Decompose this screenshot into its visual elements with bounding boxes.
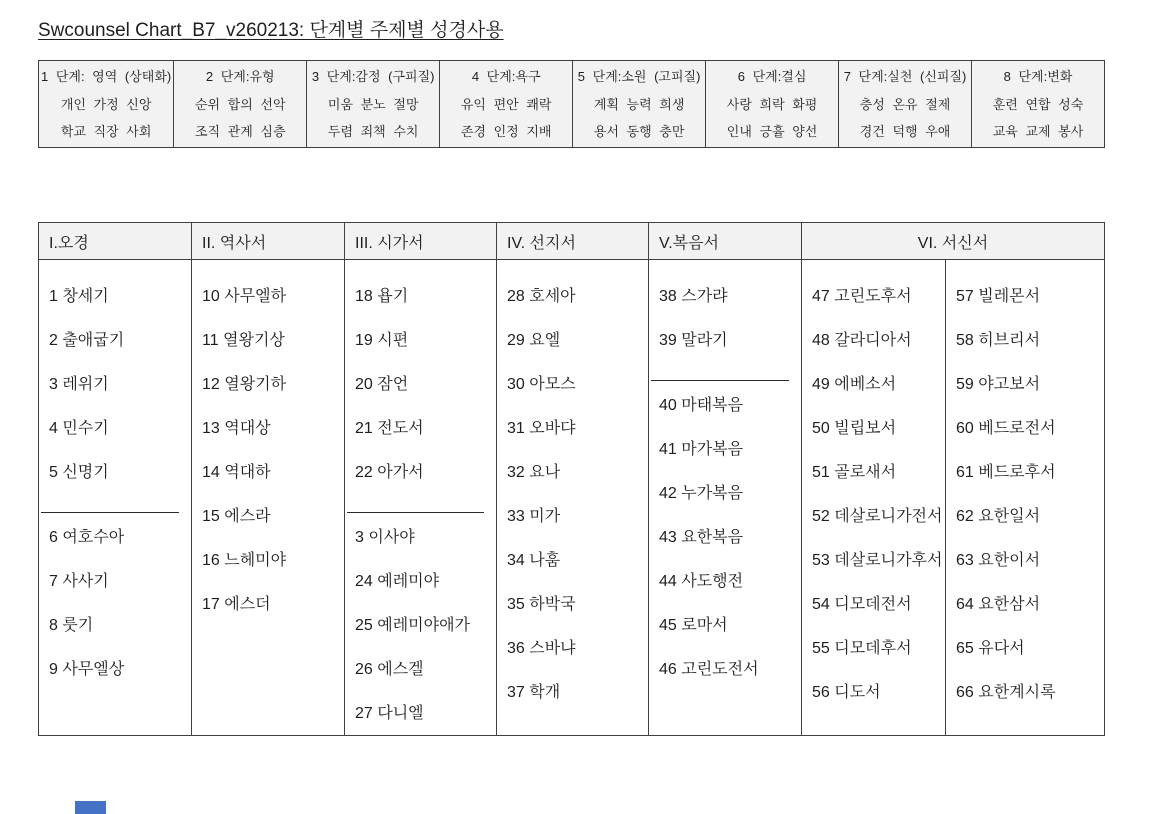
stage-5-keywords-row1: 계획 능력 희생: [593, 96, 685, 112]
books-header-gospels: V.복음서: [648, 223, 801, 259]
book-item: 36 스바냐: [507, 639, 576, 657]
books-header-poetry: III. 시가서: [344, 223, 496, 259]
book-item: 25 예레미야애가: [355, 616, 470, 634]
section-divider-line: [651, 360, 789, 381]
stage-7-keywords-row1: 충성 온유 절제: [859, 96, 951, 112]
book-item: 7 사사기: [49, 572, 109, 590]
stage-1-keywords-row1: 개인 가정 신앙: [60, 96, 152, 112]
book-item: 38 스가랴: [659, 287, 728, 305]
book-item: 52 데살로니가전서: [812, 507, 943, 525]
page-title: Swcounsel Chart_B7_v260213: 단계별 주제별 성경사용: [38, 20, 504, 41]
book-item: 15 에스라: [202, 507, 271, 525]
book-item: 43 요한복음: [659, 528, 744, 546]
book-item: 63 요한이서: [956, 551, 1041, 569]
stage-cell-4: [439, 61, 572, 147]
book-item: 37 학개: [507, 683, 561, 701]
book-item: 17 에스더: [202, 595, 271, 613]
books-column-pentateuch: [39, 260, 191, 735]
book-item: 50 빌립보서: [812, 419, 897, 437]
stage-1-header: 1 단계: 영역 (상태화): [41, 69, 172, 84]
book-item: 12 열왕기하: [202, 375, 287, 393]
book-item: 16 느헤미야: [202, 551, 287, 569]
book-item: 46 고린도전서: [659, 660, 759, 678]
stage-cell-7: [838, 61, 971, 147]
book-item: 29 요엘: [507, 331, 561, 349]
footer-blue-fragment: [75, 801, 106, 814]
books-header-prophets: IV. 선지서: [496, 223, 648, 259]
stage-8-header: 8 단계:변화: [1003, 69, 1073, 84]
stage-3-keywords-row2: 두렴 죄책 수치: [327, 124, 419, 139]
book-item: 3 이사야: [355, 528, 415, 546]
book-item: 3 레위기: [49, 375, 109, 393]
books-header-epistles: VI. 서신서: [801, 223, 1104, 259]
book-item: 66 요한계시록: [956, 683, 1056, 701]
stage-2-header: 2 단계:유형: [205, 69, 275, 84]
book-item: 5 신명기: [49, 463, 109, 481]
book-item: 34 나훔: [507, 551, 561, 569]
book-item: 45 로마서: [659, 616, 728, 634]
book-item: 18 욥기: [355, 287, 409, 305]
books-column-poetry: [344, 260, 496, 735]
book-item: 39 말라기: [659, 331, 728, 349]
stage-3-keywords-row1: 미움 분노 절망: [327, 96, 419, 112]
book-item: 26 에스겔: [355, 660, 424, 678]
stage-5-header: 5 단계:소원 (고피질): [577, 69, 701, 84]
stage-7-keywords-row2: 경건 덕행 우애: [859, 124, 951, 139]
book-item: 49 에베소서: [812, 375, 897, 393]
stage-2-keywords-row1: 순위 합의 선악: [194, 96, 286, 112]
books-header-history: II. 역사서: [191, 223, 344, 259]
book-item: 27 다니엘: [355, 704, 424, 722]
book-item: 48 갈라디아서: [812, 331, 912, 349]
stage-cell-6: [705, 61, 838, 147]
book-item: 20 잠언: [355, 375, 409, 393]
book-item: 40 마태복음: [659, 396, 744, 414]
books-header-pentateuch: I.오경: [49, 234, 89, 252]
book-item: 31 오바댜: [507, 419, 576, 437]
stage-7-header: 7 단계:실천 (신피질): [843, 69, 967, 84]
book-item: 59 야고보서: [956, 375, 1041, 393]
book-item: 10 사무엘하: [202, 287, 287, 305]
stage-cell-5: [572, 61, 705, 147]
books-column-epistles-2: [945, 260, 1104, 735]
book-item: 11 열왕기상: [202, 331, 285, 349]
book-item: 58 히브리서: [956, 331, 1041, 349]
stage-cell-8: [971, 61, 1104, 147]
stage-cell-2: [173, 61, 306, 147]
section-divider-line: [347, 492, 484, 513]
book-item: 62 요한일서: [956, 507, 1041, 525]
book-item: 28 호세아: [507, 287, 576, 305]
book-item: 13 역대상: [202, 419, 271, 437]
books-table-header-row: [39, 223, 1104, 260]
book-item: 24 예레미야: [355, 572, 440, 590]
book-item: 51 골로새서: [812, 463, 897, 481]
book-item: 60 베드로전서: [956, 419, 1056, 437]
book-item: 56 디도서: [812, 683, 881, 701]
book-item: 9 사무엘상: [49, 660, 125, 678]
books-column-epistles-1: [801, 260, 945, 735]
section-divider-line: [41, 492, 179, 513]
book-item: 2 출애굽기: [49, 331, 125, 349]
stage-2-keywords-row2: 조직 관계 심층: [194, 124, 286, 139]
stage-cell-1: [39, 61, 173, 147]
book-item: 54 디모데전서: [812, 595, 912, 613]
stage-6-header: 6 단계:결심: [737, 69, 807, 84]
book-item: 41 마가복음: [659, 440, 744, 458]
stage-6-keywords-row2: 인내 긍휼 양선: [726, 124, 818, 139]
books-column-history: [191, 260, 344, 735]
stage-8-keywords-row2: 교육 교제 봉사: [992, 124, 1084, 139]
book-item: 22 아가서: [355, 463, 424, 481]
stage-4-keywords-row2: 존경 인정 지배: [460, 124, 552, 139]
book-item: 14 역대하: [202, 463, 271, 481]
stage-4-header: 4 단계:욕구: [471, 69, 541, 84]
book-item: 47 고린도후서: [812, 287, 912, 305]
book-item: 21 전도서: [355, 419, 424, 437]
bible-books-table: [38, 222, 1105, 736]
book-item: 32 요나: [507, 463, 561, 481]
book-item: 61 베드로후서: [956, 463, 1056, 481]
books-column-prophets: [496, 260, 648, 735]
books-table-body: [39, 260, 1104, 735]
stage-6-keywords-row1: 사랑 희락 화평: [726, 96, 818, 112]
stage-5-keywords-row2: 용서 동행 충만: [593, 124, 685, 139]
book-item: 1 창세기: [49, 287, 109, 305]
stage-8-keywords-row1: 훈련 연합 성숙: [992, 96, 1084, 112]
book-item: 6 여호수아: [49, 528, 125, 546]
book-item: 8 룻기: [49, 616, 94, 634]
book-item: 4 민수기: [49, 419, 109, 437]
book-item: 33 미가: [507, 507, 561, 525]
book-item: 57 빌레몬서: [956, 287, 1041, 305]
book-item: 53 데살로니가후서: [812, 551, 943, 569]
book-item: 44 사도행전: [659, 572, 744, 590]
stages-table: [38, 60, 1105, 148]
stage-3-header: 3 단계:감정 (구피질): [311, 69, 435, 84]
book-item: 65 유다서: [956, 639, 1025, 657]
book-item: 35 하박국: [507, 595, 576, 613]
book-item: 64 요한삼서: [956, 595, 1041, 613]
stage-1-keywords-row2: 학교 직장 사회: [60, 124, 152, 139]
book-item: 42 누가복음: [659, 484, 744, 502]
stage-4-keywords-row1: 유익 편안 쾌락: [460, 96, 552, 112]
book-item: 19 시편: [355, 331, 409, 349]
book-item: 30 아모스: [507, 375, 576, 393]
stage-cell-3: [306, 61, 439, 147]
book-item: 55 디모데후서: [812, 639, 912, 657]
books-column-gospels: [648, 260, 801, 735]
